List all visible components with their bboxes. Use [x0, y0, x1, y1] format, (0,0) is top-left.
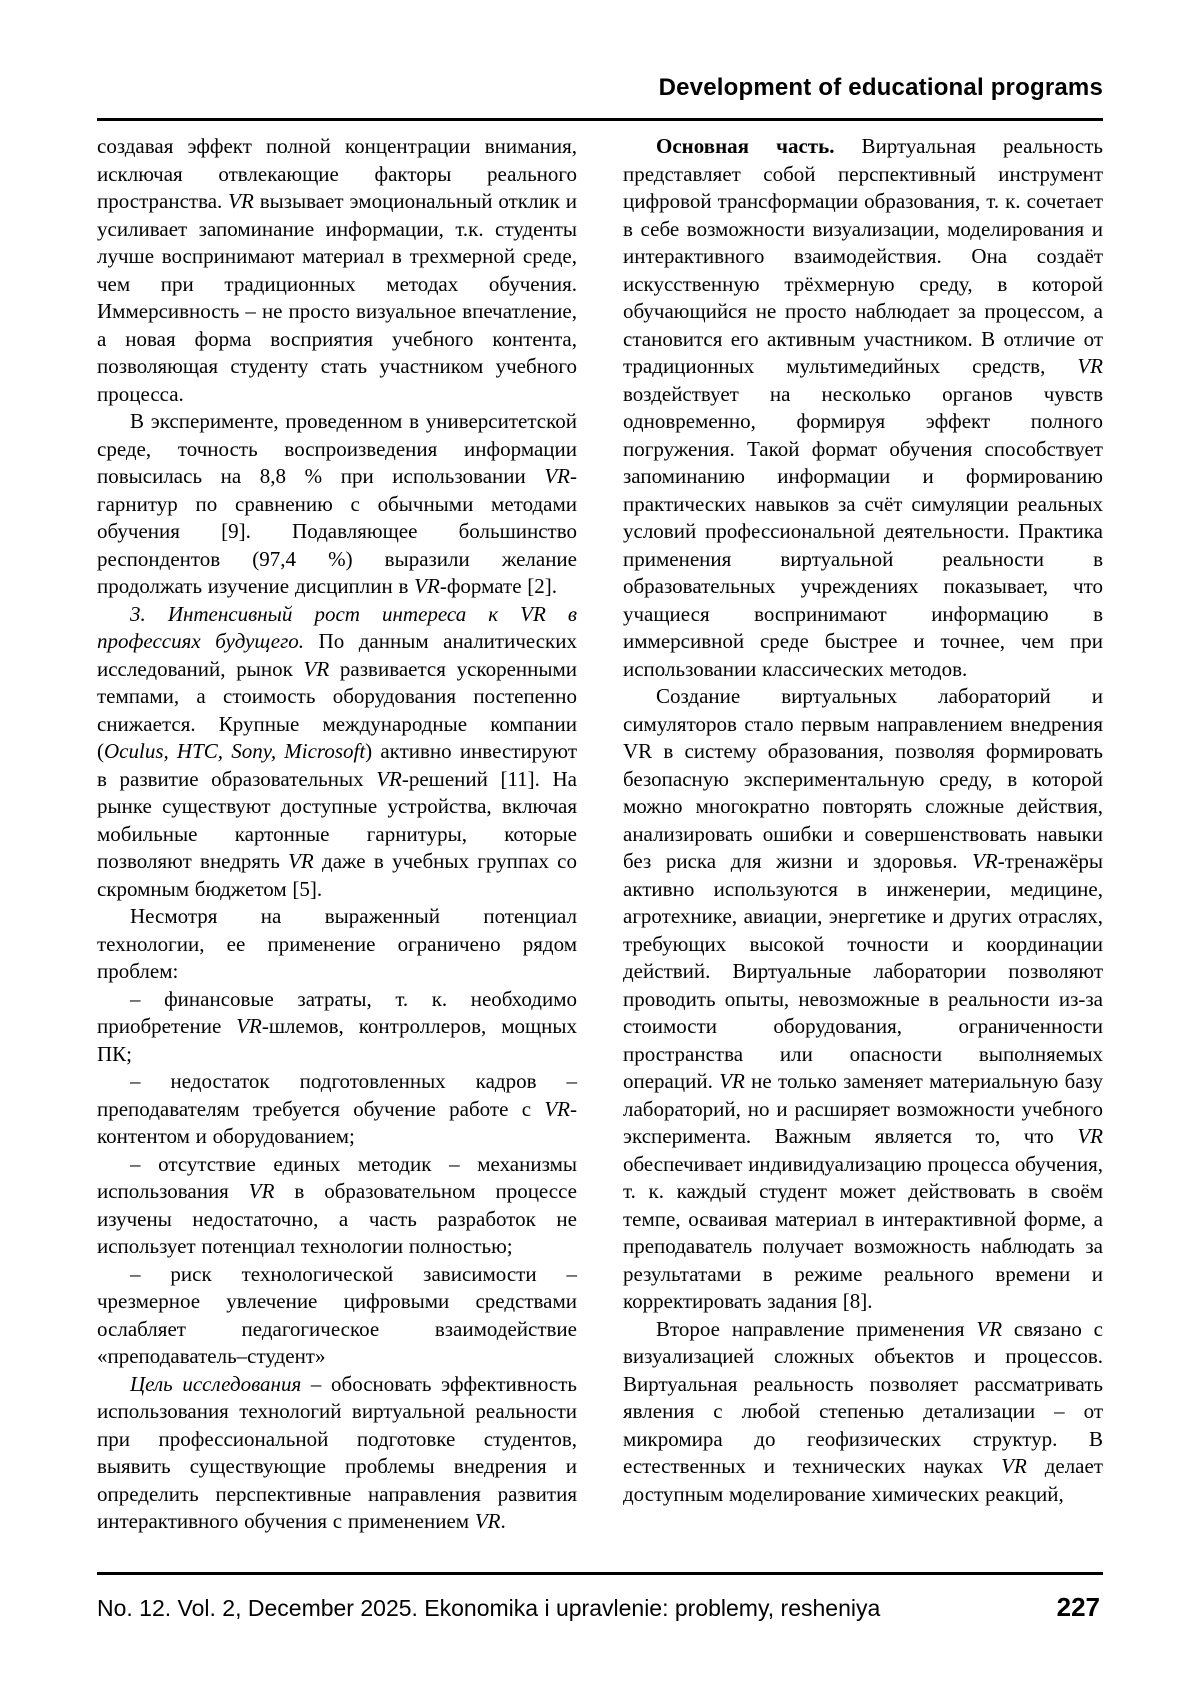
- text-run: VR: [1077, 354, 1103, 378]
- text-run: обеспечивает индивидуализацию процесса обучения, т. к. каждый студент может действовать в своём темпе, осваивая материал в интерактивной форме, а преподаватель получает возможность наблюдать за результатами в режиме реального времени и корректировать задания [8].: [623, 1151, 1103, 1313]
- paragraph: [97, 986, 577, 1069]
- paragraph: [97, 1371, 577, 1536]
- paragraph: [97, 1151, 577, 1261]
- text-run: В эксперименте, проведенном в университетской среде, точность воспроизведения информации повысилась на 8,8 % при использовании: [97, 409, 577, 488]
- text-run: – отсутствие единых методик – механизмы использования: [97, 1151, 577, 1203]
- text-run: VR: [376, 766, 402, 791]
- text-run: воздействует на несколько органов чувств одновременно, формируя эффект полного погружения. Такой формат обучения способствует запоминанию информации и формированию практических навыков за счёт симуляции реальных условий профессиональной деятельности. Практика применения виртуальной реальности в образовательных учреждениях показывает, что учащиеся воспринимают информацию в иммерсивной среде быстрее и точнее, чем при использовании классических методов.: [623, 381, 1103, 681]
- text-run: VR: [719, 1069, 745, 1093]
- text-run: -шлемов, контроллеров, мощных ПК;: [97, 1014, 577, 1066]
- text-run: Несмотря на выраженный потенциал технологии, ее применение ограничено рядом проблем:: [97, 904, 577, 983]
- text-column-left: [97, 133, 577, 1536]
- text-run: Цель исследования: [130, 1371, 302, 1396]
- article-body: [97, 133, 1103, 1536]
- text-run: – финансовые затраты, т. к. необходимо приобретение: [97, 986, 577, 1038]
- paragraph: [623, 1316, 1103, 1509]
- footer: [97, 1592, 1100, 1623]
- text-run: -решений [11]. На рынке существуют доступные устройства, включая мобильные картонные гарнитуры, которые позволяют внедрять: [97, 766, 578, 873]
- text-run: – обосновать эффективность использования технологий виртуальной реальности при профессиональной подготовке студентов, выявить существующие проблемы внедрения и определить перспективные направления развития интерактивного обучения с применением: [97, 1371, 577, 1533]
- text-run: – недостаток подготовленных кадров – преподавателям требуется обучение работе с: [97, 1069, 577, 1121]
- text-run: вызывает эмоциональный отклик и усиливает запоминание информации, т.к. студенты лучше воспринимают материал в трехмерной среде, чем при традиционных методах обучения. Иммерсивность – не просто визуальное впечатление, а новая форма восприятия учебного контента, позволяющая студенту стать участником учебного процесса.: [97, 189, 577, 406]
- text-run: Виртуальная реальность представляет собой перспективный инструмент цифровой трансформации образования, т. к. сочетает в себе возможности визуализации, моделирования и интерактивного взаимодействия. Она создаёт искусственную трёхмерную среду, в которой обучающийся не просто наблюдает за процессом, а становится его активным участником. В отличие от традиционных мультимедийных средств,: [623, 134, 1103, 378]
- paragraph: [97, 408, 577, 601]
- text-run: VR: [976, 1316, 1003, 1341]
- text-run: VR: [236, 1014, 262, 1038]
- text-run: По данным аналитических исследований, рынок: [97, 629, 577, 681]
- footer-rule: [97, 1572, 1103, 1575]
- text-run: 3. Интенсивный рост интереса к VR в профессиях будущего.: [97, 601, 577, 653]
- text-run: Второе направление применения: [656, 1316, 977, 1341]
- page-number: 227: [1056, 1592, 1100, 1622]
- text-run: VR: [414, 574, 440, 598]
- paragraph: [623, 133, 1103, 683]
- text-run: VR: [1077, 1124, 1103, 1148]
- text-run: VR: [544, 1096, 570, 1121]
- paragraph: [97, 133, 577, 408]
- header-rule: [97, 118, 1103, 121]
- text-run: -тренажёры активно используются в инженерии, медицине, агротехнике, авиации, энергетике и других отраслях, требующих высокой точности и координации действий. Виртуальные лаборатории позволяют проводить опыты, невозможные в реальности из-за стоимости оборудования, ограниченности пространства или опасности выполняемых операций.: [623, 849, 1103, 1093]
- text-run: не только заменяет материальную базу лабораторий, но и расширяет возможности учебного эксперимента. Важным является то, что: [623, 1069, 1103, 1148]
- paragraph: [97, 601, 577, 904]
- text-run: VR: [303, 656, 330, 681]
- text-run: ) активно инвестируют в развитие образовательных: [97, 739, 577, 791]
- text-run: даже в учебных группах со скромным бюджетом [5].: [97, 849, 577, 901]
- text-run: .: [500, 1509, 506, 1533]
- text-run: VR: [474, 1509, 501, 1533]
- text-run: Oculus, HTC, Sony, Microsoft: [104, 739, 366, 763]
- text-run: создавая эффект полной концентрации внимания, исключая отвлекающие факторы реального пространства.: [97, 134, 577, 213]
- text-run: развивается ускоренными темпами, а стоимость оборудования постепенно снижается. Крупные международные компании (: [97, 656, 578, 763]
- text-run: в образовательном процессе изучены недостаточно, а часть разработок не использует потенциал технологии полностью;: [97, 1179, 577, 1258]
- text-run: -гарнитур по сравнению с обычными методами обучения [9]. Подавляющее большинство респондентов (97,4 %) выразили желание продолжать изучение дисциплин в: [97, 464, 577, 598]
- text-run: Основная часть.: [656, 134, 835, 158]
- text-run: VR: [248, 1179, 275, 1203]
- paragraph: [97, 1068, 577, 1151]
- paragraph: [623, 683, 1103, 1316]
- text-run: VR: [288, 849, 314, 873]
- text-run: -контентом и оборудованием;: [97, 1096, 577, 1148]
- paragraph: [97, 1261, 577, 1371]
- text-run: VR: [544, 464, 570, 488]
- text-run: -формате [2].: [439, 574, 558, 598]
- paragraph: [97, 903, 577, 986]
- text-column-right: [623, 133, 1103, 1536]
- text-run: делает доступным моделирование химических реакций,: [623, 1454, 1104, 1506]
- journal-citation-line: No. 12. Vol. 2, December 2025. Ekonomika i upravlenie: problemy, resheniya: [97, 1595, 881, 1621]
- text-run: Создание виртуальных лабораторий и симуляторов стало первым направлением внедрения VR в систему образования, позволяя формировать безопасную экспериментальную среду, в которой можно многократно повторять сложные действия, анализировать ошибки и совершенствовать навыки без риска для жизни и здоровья.: [623, 684, 1103, 873]
- text-run: – риск технологической зависимости – чрезмерное увлечение цифровыми средствами ослабляет педагогическое взаимодействие «преподаватель–студент»: [97, 1261, 577, 1368]
- text-run: VR: [228, 189, 254, 213]
- text-run: связано с визуализацией сложных объектов и процессов. Виртуальная реальность позволяет рассматривать явления с любой степенью детализации – от микромира до геофизических структур. В естественных и технических науках: [623, 1316, 1104, 1478]
- text-run: VR: [1001, 1454, 1027, 1478]
- text-run: VR: [972, 849, 998, 873]
- running-head-title: Development of educational programs: [658, 74, 1103, 101]
